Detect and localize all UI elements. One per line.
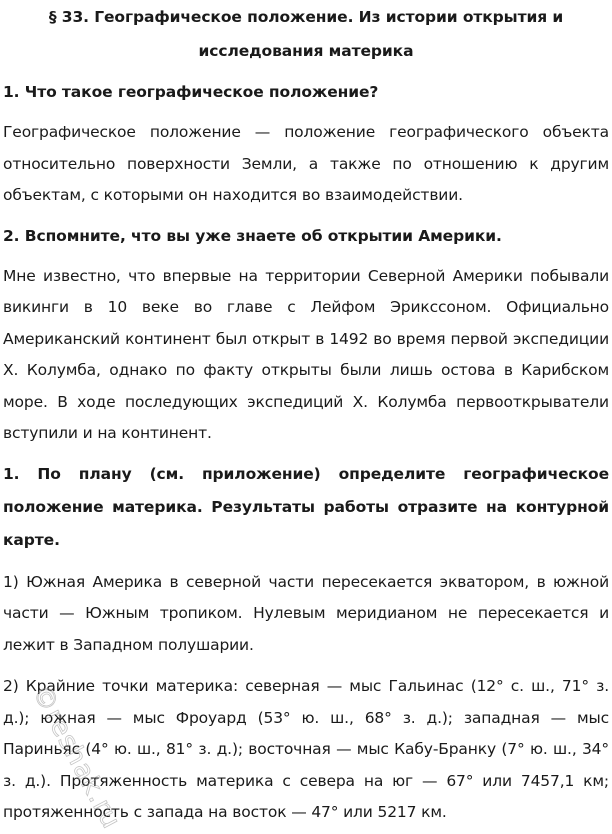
answer-1: Географическое положение — положение географического объекта относительно поверхности Земли, а также по отношению к другим объектам, с которыми он находится во взаимодействии. bbox=[3, 123, 609, 204]
answer-3-part-1: 1) Южная Америка в северной части пересекается экватором, в южной части — Южным тропиком. Нулевым меридианом не пересекается и лежит в Западном полушарии. bbox=[3, 572, 609, 654]
question-1: 1. Что такое географическое положение? bbox=[3, 83, 379, 101]
answer-2: Мне известно, что впервые на территории Северной Америки побывали викинги в 10 веке во главе с Лейфом Эрикссоном. Официально Американский континент был открыт в 1492 во время первой экспедиции Х. Колумба, однако по факту открыты были лишь остова в Карибском море. В ходе последующих экспедиций Х. Колумба первооткрыватели вступили и на континент. bbox=[3, 266, 609, 442]
page-title: § 33. Географическое положение. Из истории открытия и исследования материка bbox=[48, 8, 564, 60]
watermark: ©reshak.ru bbox=[25, 680, 127, 834]
question-3: 1. По плану (см. приложение) определите географическое положение материка. Результаты работы отразите на контурной карте. bbox=[3, 464, 609, 549]
answer-3-part-2: 2) Крайние точки материка: северная — мыс Гальинас (12° с. ш., 71° з. д.); южная — мыс Фроуард (53° ю. ш., 68° з. д.); западная — мыс Париньяс (4° ю. ш., 81° з. д.); восточная — мыс Кабу-Бранку (7° ю. ш., 34° з. д.). Протяженность материка с севера на юг — 67° или 7457,1 км; протяженность с запада на восток — 47° или 5217 км. bbox=[3, 677, 609, 821]
question-2: 2. Вспомните, что вы уже знаете об открытии Америки. bbox=[3, 226, 502, 245]
